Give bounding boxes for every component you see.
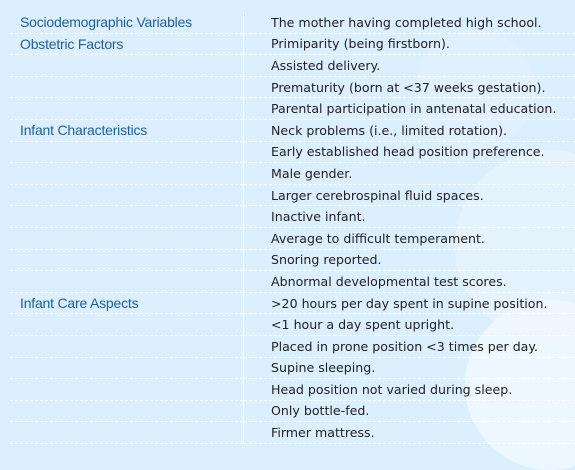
category-cell (10, 379, 244, 401)
table-row (10, 314, 575, 336)
factor-cell: Neck problems (i.e., limited rotation). (244, 119, 575, 141)
category-cell: Infant Care Aspects (10, 292, 244, 314)
table-row (10, 55, 575, 77)
table-row (10, 271, 575, 293)
category-cell (10, 314, 244, 336)
table-row (10, 379, 575, 401)
table-row (10, 12, 575, 33)
category-cell (10, 184, 244, 206)
category-cell: Sociodemographic Variables (10, 12, 244, 33)
factor-cell: Abnormal developmental test scores. (244, 271, 575, 293)
category-cell (10, 249, 244, 271)
factor-cell: <1 hour a day spent upright. (244, 314, 575, 336)
table-row (10, 163, 575, 185)
category-cell (10, 422, 244, 444)
factor-cell: Inactive infant. (244, 206, 575, 228)
factor-cell: Prematurity (born at <37 weeks gestation). (244, 76, 575, 98)
factor-cell: Assisted delivery. (244, 55, 575, 77)
factor-cell: Only bottle-fed. (244, 400, 575, 422)
category-cell (10, 335, 244, 357)
category-cell (10, 141, 244, 163)
risk-factors-table (10, 12, 575, 444)
category-cell (10, 206, 244, 228)
table-row (10, 357, 575, 379)
factor-cell: Early established head position preference. (244, 141, 575, 163)
category-cell (10, 227, 244, 249)
category-cell (10, 55, 244, 77)
table-body (10, 12, 575, 443)
table-row (10, 33, 575, 55)
category-cell: Obstetric Factors (10, 33, 244, 55)
table-row (10, 141, 575, 163)
table-row (10, 119, 575, 141)
table-row (10, 400, 575, 422)
table-row (10, 184, 575, 206)
factor-cell: Average to difficult temperament. (244, 227, 575, 249)
category-cell (10, 163, 244, 185)
factor-cell: Larger cerebrospinal fluid spaces. (244, 184, 575, 206)
category-cell: Infant Characteristics (10, 119, 244, 141)
factor-cell: Parental participation in antenatal education. (244, 98, 575, 120)
factor-cell: Male gender. (244, 163, 575, 185)
table-row (10, 98, 575, 120)
table-row (10, 292, 575, 314)
factor-cell: Firmer mattress. (244, 422, 575, 444)
factor-cell: >20 hours per day spent in supine position. (244, 292, 575, 314)
category-cell (10, 98, 244, 120)
table-row (10, 335, 575, 357)
table-row (10, 227, 575, 249)
category-cell (10, 271, 244, 293)
factor-cell: The mother having completed high school. (244, 12, 575, 33)
table-row (10, 422, 575, 444)
category-cell (10, 400, 244, 422)
table-row (10, 206, 575, 228)
table-row (10, 76, 575, 98)
factor-cell: Snoring reported. (244, 249, 575, 271)
category-cell (10, 76, 244, 98)
factor-cell: Head position not varied during sleep. (244, 379, 575, 401)
factor-cell: Placed in prone position <3 times per day. (244, 335, 575, 357)
category-cell (10, 357, 244, 379)
factor-cell: Primiparity (being firstborn). (244, 33, 575, 55)
table-row (10, 249, 575, 271)
factor-cell: Supine sleeping. (244, 357, 575, 379)
